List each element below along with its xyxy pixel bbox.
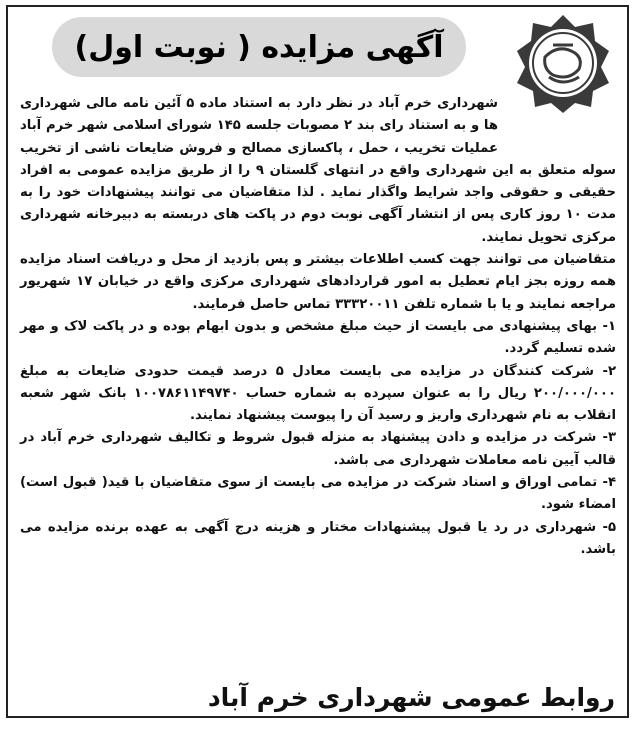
condition-1: ۱- بهای پیشنهادی می بایست از حیث مبلغ مشخص و بدون ابهام بوده و در پاکت لاک و مهر شده تسلیم گردد.	[20, 318, 616, 357]
notice-body	[20, 93, 616, 561]
condition-3: ۳- شرکت در مزایده و دادن پیشنهاد به منزله قبول شروط و تکالیف شهرداری خرم آباد در قالب آیین نامه معاملات شهرداری می باشد.	[20, 430, 616, 468]
footer-signature: روابط عمومی شهرداری خرم آباد	[207, 683, 615, 712]
paragraph-inquiry: متقاضیان می توانند جهت کسب اطلاعات بیشتر و پس بازدید از محل و دریافت اسناد مزایده همه روزه بجز ایام تعطیل به امور قراردادهای شهرداری مرکزی واقع در خیابان ۱۷ شهریور مراجعه نمایند و یا با شماره تلفن ۳۳۳۲۰۰۱۱ تماس حاصل فرمایند.	[20, 252, 616, 312]
notice-page	[6, 5, 629, 718]
paragraph-intro: شهرداری خرم آباد در نظر دارد به استناد ماده ۵ آئین نامه مالی شهرداری ها و به استناد رای بند ۲ مصوبات جلسه ۱۴۵ شورای اسلامی شهر خرم آباد عملیات تخریب ، حمل ، پاکسازی مصالح و فروش ضایعات ناشی از تخریب سوله متعلق به این شهرداری واقع در انتهای گلستان ۹ را از طریق مزایده عمومی به افراد حقیقی و حقوقی واجد شرایط واگذار نماید . لذا متقاضیان می توانند پیشنهادات خود را به مدت ۱۰ روز کاری پس از انتشار آگهی نوبت دوم در پاکت های دربسته به دبیرخانه شهرداری مرکزی تحویل نمایند.	[20, 96, 616, 245]
notice-title: آگهی مزایده ( نوبت اول)	[74, 29, 444, 65]
condition-2: ۲- شرکت کنندگان در مزایده می بایست معادل ۵ درصد قیمت حدودی ضایعات به مبلغ ۲۰۰/۰۰۰/۰۰۰ ریال را به عنوان سپرده به شماره حساب ۱۰۰۷۸۶۱۱۴۹۷۴۰ بانک شهر شعبه انقلاب به نام شهرداری واریز و رسید آن را پیوست پیشنهاد نمایند.	[20, 363, 616, 424]
condition-4: ۴- تمامی اوراق و اسناد شرکت در مزایده می بایست از سوی متقاضیان با قید( قبول است) امضاء شود.	[20, 475, 616, 513]
title-banner	[52, 17, 466, 77]
condition-5: ۵- شهرداری در رد یا قبول پیشنهادات مختار و هزینه درج آگهی به عهده برنده مزایده می باشد.	[20, 519, 616, 557]
